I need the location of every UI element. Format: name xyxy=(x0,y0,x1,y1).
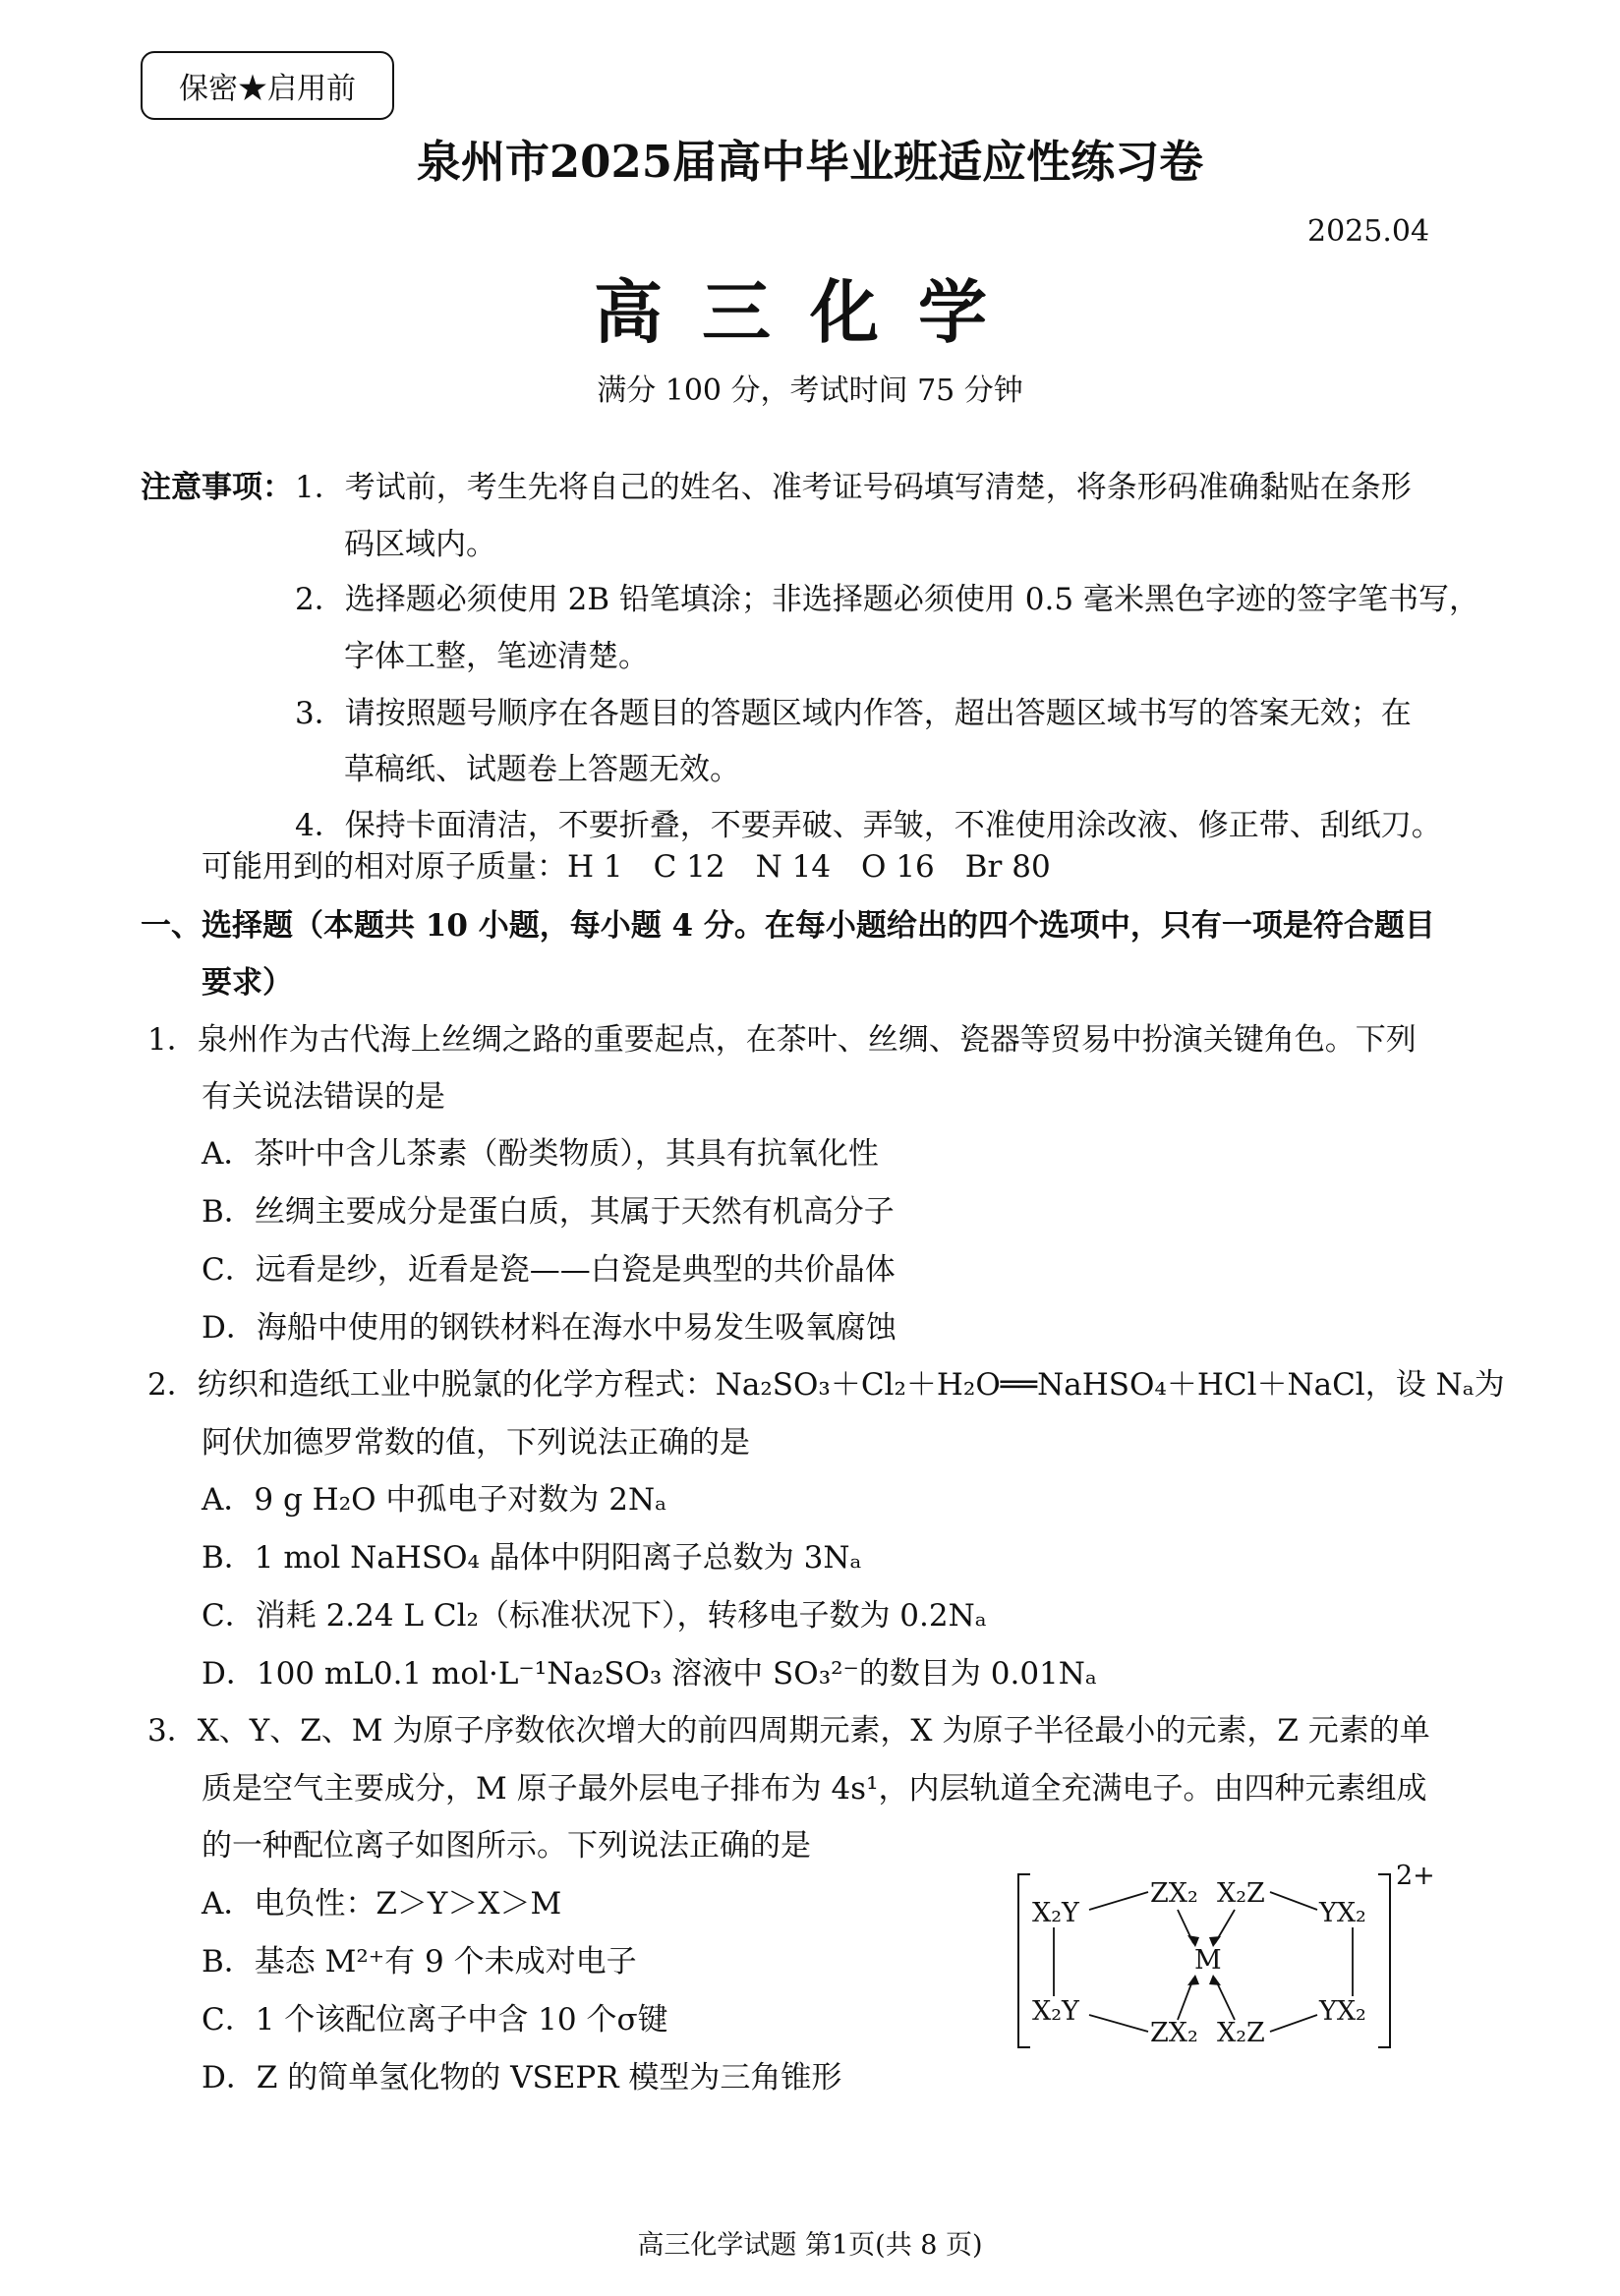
exam-date: 2025.04 xyxy=(1307,214,1430,249)
bond-y-z-bottom-left xyxy=(1089,2015,1148,2032)
bond-z-y-top-right xyxy=(1270,1892,1317,1910)
notice-item-1b: 码区域内。 xyxy=(344,527,496,562)
q2-option-b: B．1 mol NaHSO₄ 晶体中阴阳离子总数为 3Nₐ xyxy=(202,1540,862,1576)
arrow-head-bottom-left xyxy=(1187,1975,1199,1985)
right-bracket xyxy=(1378,1874,1390,2047)
notice-item-3b: 草稿纸、试题卷上答题无效。 xyxy=(344,752,740,787)
section-1-heading-cont: 要求） xyxy=(202,965,293,1001)
ligand-yx2-bottom-right: YX₂ xyxy=(1319,1996,1366,2027)
notice-item-1a: 1．考试前，考生先将自己的姓名、准考证号码填写清楚，将条形码准确黏贴在条形 xyxy=(295,470,1412,505)
subject-title: 高三化学 xyxy=(594,271,1026,353)
q2-stem-b: 阿伏加德罗常数的值，下列说法正确的是 xyxy=(202,1425,750,1461)
atomic-masses: 可能用到的相对原子质量：H 1 C 12 N 14 O 16 Br 80 xyxy=(202,849,1051,885)
center-metal: M xyxy=(1194,1945,1222,1976)
q3-option-c: C．1 个该配位离子中含 10 个σ键 xyxy=(202,2002,668,2038)
q3-stem-c: 的一种配位离子如图所示。下列说法正确的是 xyxy=(202,1828,811,1864)
q1-option-d: D．海船中使用的钢铁材料在海水中易发生吸氧腐蚀 xyxy=(202,1310,897,1346)
q2-option-a: A．9 g H₂O 中孤电子对数为 2Nₐ xyxy=(202,1482,667,1518)
bond-y-z-top-left xyxy=(1089,1892,1148,1910)
q3-option-b: B．基态 M²⁺有 9 个未成对电子 xyxy=(202,1944,637,1980)
q2-stem-a: 2．纺织和造纸工业中脱氯的化学方程式：Na₂SO₃＋Cl₂＋H₂O══NaHSO₄＋HCl＋NaCl，设 Nₐ为 xyxy=(147,1367,1505,1403)
q1-stem-a: 1．泉州作为古代海上丝绸之路的重要起点，在茶叶、丝绸、瓷器等贸易中扮演关键角色。下列 xyxy=(147,1022,1417,1058)
confidential-stamp: 保密★启用前 xyxy=(141,51,394,120)
notice-item-2a: 2．选择题必须使用 2B 铅笔填涂；非选择题必须使用 0.5 毫米黑色字迹的签字笔书写， xyxy=(295,582,1479,617)
arrow-head-bottom-right xyxy=(1209,1975,1221,1985)
notice-item-3a: 3．请按照题号顺序在各题目的答题区域内作答，超出答题区域书写的答案无效；在 xyxy=(295,696,1412,731)
ligand-x2z-bottom-right: X₂Z xyxy=(1217,2018,1265,2048)
exam-title: 泉州市2025届高中毕业班适应性练习卷 xyxy=(416,136,1204,188)
q2-option-d: D．100 mL0.1 mol·L⁻¹Na₂SO₃ 溶液中 SO₃²⁻的数目为 0.01Nₐ xyxy=(202,1656,1097,1692)
exam-info: 满分 100 分，考试时间 75 分钟 xyxy=(597,373,1023,408)
notice-item-4: 4．保持卡面清洁，不要折叠，不要弄破、弄皱，不准使用涂改液、修正带、刮纸刀。 xyxy=(295,808,1442,843)
q1-option-a: A．茶叶中含儿茶素（酚类物质），其具有抗氧化性 xyxy=(202,1136,879,1172)
q3-option-a: A．电负性：Z＞Y＞X＞M xyxy=(202,1886,562,1922)
ion-charge: 2+ xyxy=(1396,1863,1435,1891)
ligand-x2y-top-left: X₂Y xyxy=(1032,1898,1079,1928)
notice-item-2b: 字体工整，笔迹清楚。 xyxy=(344,639,649,674)
section-1-heading: 一、选择题（本题共 10 小题，每小题 4 分。在每小题给出的四个选项中，只有一项是符合题目 xyxy=(141,908,1435,944)
left-bracket xyxy=(1018,1874,1030,2047)
bond-z-y-bottom-right xyxy=(1270,2015,1317,2032)
ligand-x2y-bottom-left: X₂Y xyxy=(1032,1996,1079,2027)
page-footer: 高三化学试题 第1页(共 8 页) xyxy=(637,2230,983,2261)
ligand-yx2-top-right: YX₂ xyxy=(1319,1898,1366,1928)
q3-stem-b: 质是空气主要成分，M 原子最外层电子排布为 4s¹，内层轨道全充满电子。由四种元素组成 xyxy=(202,1771,1427,1807)
coordination-ion-diagram xyxy=(1012,1863,1445,2059)
notice-label: 注意事项： xyxy=(141,470,293,505)
q1-option-c: C．远看是纱，近看是瓷——白瓷是典型的共价晶体 xyxy=(202,1252,896,1288)
q3-stem-a: 3．X、Y、Z、M 为原子序数依次增大的前四周期元素，X 为原子半径最小的元素，Z 元素的单 xyxy=(147,1713,1430,1749)
q2-option-c: C．消耗 2.24 L Cl₂（标准状况下），转移电子数为 0.2Nₐ xyxy=(202,1598,987,1634)
ligand-x2z-top-right: X₂Z xyxy=(1217,1878,1265,1909)
ligand-zx2-bottom-left: ZX₂ xyxy=(1150,2018,1198,2048)
q1-option-b: B．丝绸主要成分是蛋白质，其属于天然有机高分子 xyxy=(202,1194,895,1230)
ligand-zx2-top-left: ZX₂ xyxy=(1150,1878,1198,1909)
q1-stem-b: 有关说法错误的是 xyxy=(202,1079,445,1115)
q3-option-d: D．Z 的简单氢化物的 VSEPR 模型为三角锥形 xyxy=(202,2060,842,2095)
